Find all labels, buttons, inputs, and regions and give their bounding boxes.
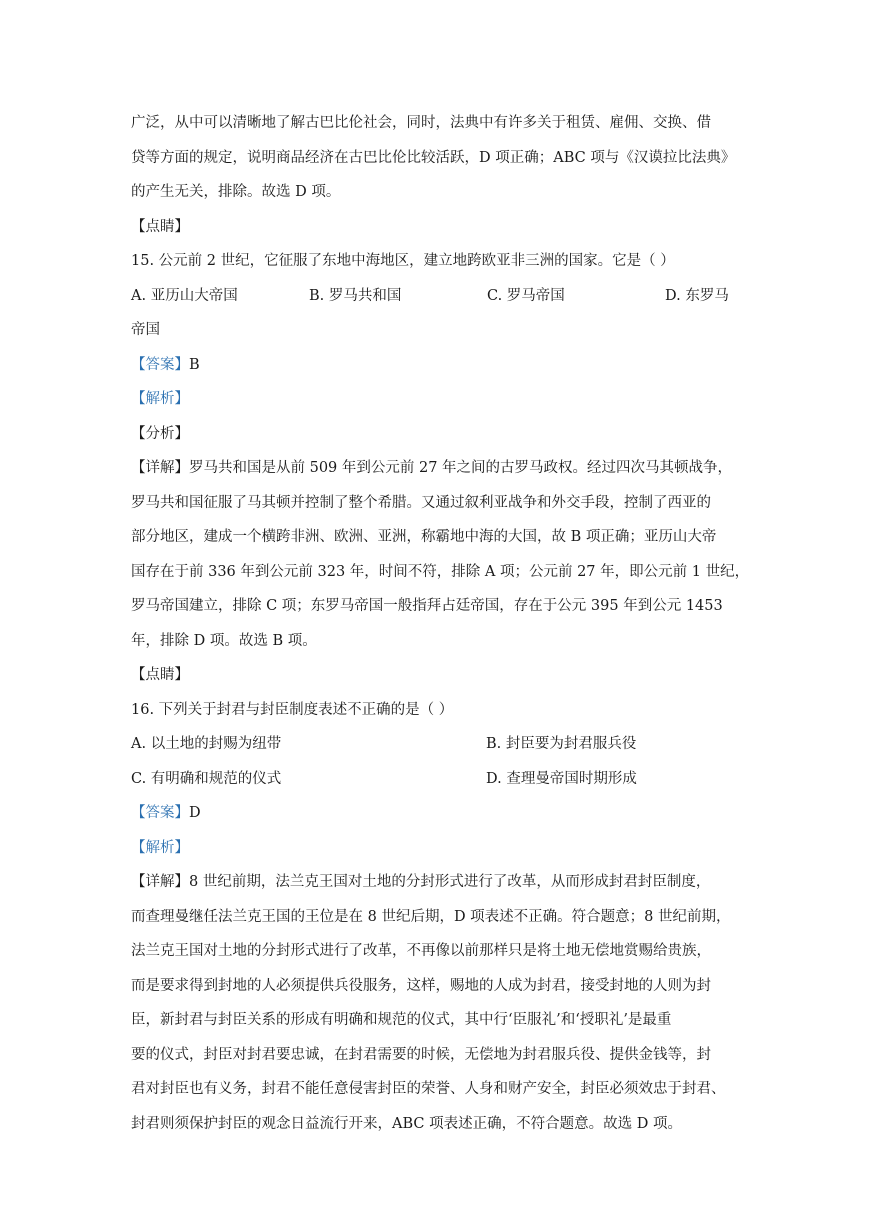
q15-fenxi-tag [131,417,741,452]
intro-line-1: 广泛，从中可以清晰地了解古巴比伦社会，同时，法典中有许多关于租赁、雇佣、交换、借 [131,115,711,131]
detail-label: 【详解】 [131,460,189,476]
q15-review-tag [131,658,741,693]
q16-detail-line-4: 而是要求得到封地的人必须提供兵役服务，这样，赐地的人成为封君，接受封地的人则为封 [131,977,711,994]
q16-option-c: C. 有明确和规范的仪式 [131,770,282,787]
q16-option-b: B. 封臣要为封君服兵役 [486,736,637,752]
q15-options [131,279,741,314]
q16-question: 16. 下列关于封君与封臣制度表述不正确的是（ ） [131,701,454,718]
review-label: 【点睛】 [131,667,189,683]
q15-option-wrap: 帝国 [131,322,160,338]
q16-detail-line-3: 法兰克王国对土地的分封形式进行了改革，不再像以前那样只是将土地无偿地赏赐给贵族， [131,943,711,959]
detail-label: 【详解】 [131,874,189,890]
q16-answer [131,796,741,831]
q16-detail-line-6: 要的仪式，封臣对封君要忠诚，在封君需要的时候，无偿地为封君服兵役、提供金钱等，封 [131,1046,711,1063]
q16-option-a: A. 以土地的封赐为纽带 [131,736,282,752]
intro-line-2: 贷等方面的规定，说明商品经济在古巴比伦比较活跃，D 项正确；ABC 项与《汉谟拉比法典》 [131,149,736,166]
q16-option-d: D. 查理曼帝国时期形成 [486,770,637,787]
q16-options-row-1 [131,727,741,762]
q16-detail-line-1 [131,865,741,900]
document-page [131,106,750,1141]
q15-option-d: D. 东罗马 [665,287,729,304]
q15-detail-line-4: 国存在于前 336 年到公元前 323 年，时间不符，排除 A 项；公元前 27 年，即公元前 1 世纪， [131,563,750,580]
q15-option-a: A. 亚历山大帝国 [131,287,238,304]
answer-label: 【答案】 [131,805,189,821]
fenxi-label: 【分析】 [131,425,189,442]
q15-option-c: C. 罗马帝国 [487,287,565,304]
q15-detail-line-2: 罗马共和国征服了马其顿并控制了整个希腊。又通过叙利亚战争和外交手段，控制了西亚的 [131,494,711,511]
answer-value: D [189,805,201,821]
q16-detail-line-8: 封君则须保护封臣的观念日益流行开来，ABC 项表述正确，不符合题意。故选 D 项。 [131,1115,682,1132]
intro-line-3: 的产生无关，排除。故选 D 项。 [131,184,341,200]
answer-label: 【答案】 [131,356,189,373]
q15-detail-line-6: 年，排除 D 项。故选 B 项。 [131,632,317,649]
q15-detail-line-5: 罗马帝国建立，排除 C 项；东罗马帝国一般指拜占廷帝国，存在于公元 395 年到公元 1453 [131,598,723,614]
review-label: 【点睛】 [131,218,189,235]
q15-option-b: B. 罗马共和国 [309,287,402,304]
q15-analysis-tag [131,382,741,417]
answer-value: B [189,356,200,373]
q15-detail-line-3: 部分地区，建成一个横跨非洲、欧洲、亚洲，称霸地中海的大国，故 B 项正确；亚历山大帝 [131,529,717,545]
q16-detail-text-1: 8 世纪前期，法兰克王国对土地的分封形式进行了改革，从而形成封君封臣制度， [189,874,711,890]
q16-options-row-2 [131,762,741,797]
analysis-label: 【解析】 [131,391,189,407]
q15-detail-text-1: 罗马共和国是从前 509 年到公元前 27 年之间的古罗马政权。经过四次马其顿战争， [189,460,733,476]
q15-answer [131,348,741,383]
q15-question: 15. 公元前 2 世纪，它征服了东地中海地区，建立地跨欧亚非三洲的国家。它是（ ） [131,253,675,269]
analysis-label: 【解析】 [131,839,189,856]
q16-detail-line-7: 君对封臣也有义务，封君不能任意侵害封臣的荣誉、人身和财产安全，封臣必须效忠于封君、 [131,1081,726,1097]
q16-detail-line-5: 臣，新封君与封臣关系的形成有明确和规范的仪式，其中行‘臣服礼’和‘授职礼’是最重 [131,1012,672,1028]
intro-review-tag [131,210,741,245]
q16-analysis-tag [131,831,741,866]
q15-detail-line-1 [131,451,741,486]
q16-detail-line-2: 而查理曼继任法兰克王国的王位是在 8 世纪后期，D 项表述不正确。符合题意；8 世纪前期， [131,908,731,925]
